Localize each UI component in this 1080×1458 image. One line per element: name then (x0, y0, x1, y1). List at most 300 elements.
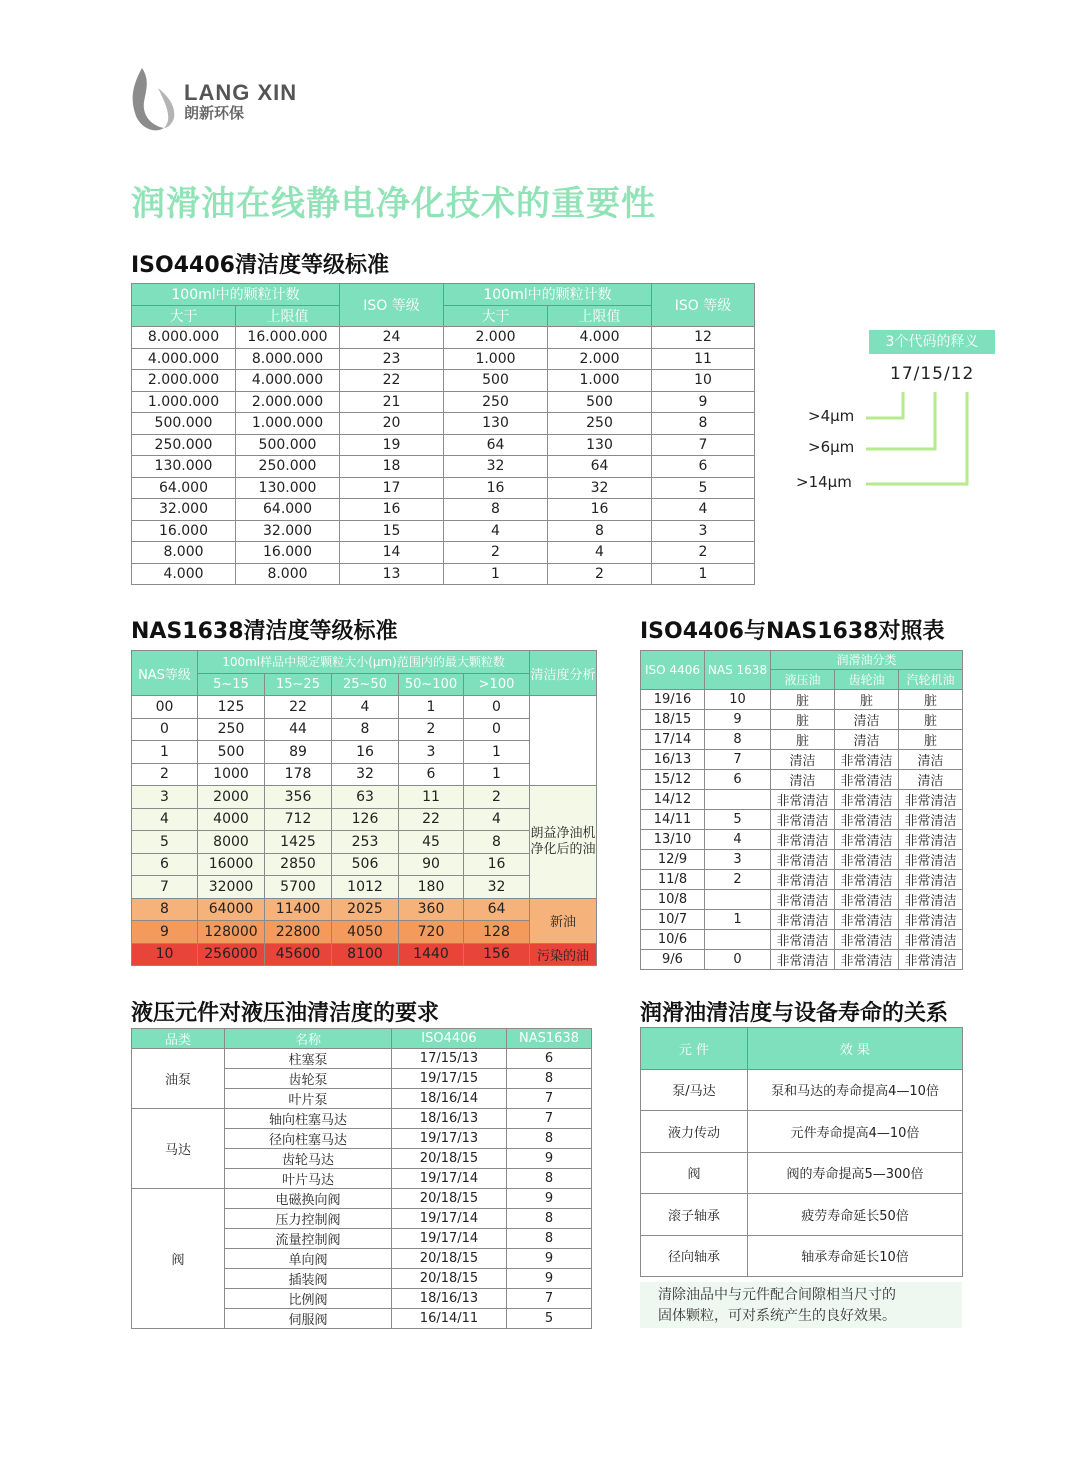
table-cell: 4 (464, 808, 530, 831)
table-cell: 1 (652, 563, 755, 585)
table-cell: 阀的寿命提高5—300倍 (748, 1152, 963, 1194)
table-cell: 10/7 (641, 909, 705, 929)
table-cell: 非常清洁 (899, 949, 963, 969)
table-cell: 19/17/13 (392, 1129, 507, 1149)
table-row (132, 831, 597, 854)
cmp-group-header: 润滑油分类 (771, 651, 963, 670)
table-cell: 4 (548, 542, 652, 564)
table-cell: 6 (507, 1049, 592, 1069)
table-row (132, 520, 755, 542)
table-cell: 非常清洁 (899, 889, 963, 909)
table-cell: 3 (399, 741, 464, 764)
table-cell: 13/10 (641, 829, 705, 849)
table-cell: 19/17/14 (392, 1209, 507, 1229)
table-row (641, 849, 963, 869)
table-cell: 非常清洁 (835, 829, 899, 849)
iso-col-upper-2: 上限值 (548, 305, 652, 327)
table-row (132, 786, 597, 809)
table-cell: 63 (332, 786, 399, 809)
table-cell: 16.000.000 (236, 327, 340, 349)
table-cell: 130.000 (132, 456, 236, 478)
table-cell: 4.000.000 (132, 348, 236, 370)
table-cell: 非常清洁 (771, 829, 835, 849)
nas-range: 15~25 (265, 673, 332, 696)
table-cell: 清洁 (899, 749, 963, 769)
table-cell: 柱塞泵 (225, 1049, 392, 1069)
table-cell: 6 (705, 769, 771, 789)
table-cell: 5 (652, 477, 755, 499)
table-cell: 7 (507, 1109, 592, 1129)
table-cell: 1.000 (444, 348, 548, 370)
table-cell: 1 (705, 909, 771, 929)
table-cell: 2025 (332, 898, 399, 921)
table-cell: 18/16/14 (392, 1089, 507, 1109)
table-row (641, 1152, 963, 1194)
table-cell: 4.000.000 (236, 370, 340, 392)
table-cell: 64000 (198, 898, 265, 921)
table-row (641, 1235, 963, 1277)
table-cell: 15 (340, 520, 444, 542)
table-cell: 元件寿命提高4—10倍 (748, 1111, 963, 1153)
table-cell: 2.000.000 (132, 370, 236, 392)
table-row (132, 370, 755, 392)
table-cell: 13 (340, 563, 444, 585)
table-cell: 2 (399, 718, 464, 741)
table-cell: 178 (265, 763, 332, 786)
table-cell: 5 (705, 809, 771, 829)
table-row (132, 943, 597, 966)
table-cell: 2 (464, 786, 530, 809)
table-cell: 0 (464, 718, 530, 741)
table-cell: 2.000.000 (236, 391, 340, 413)
table-row (641, 929, 963, 949)
hyd-header: NAS1638 (507, 1029, 592, 1049)
table-cell: 7 (652, 434, 755, 456)
table-cell: 非常清洁 (835, 869, 899, 889)
table-cell: 720 (399, 921, 464, 944)
table-cell: 5 (507, 1309, 592, 1329)
iso-col-more: 大于 (132, 305, 236, 327)
table-cell: 非常清洁 (771, 869, 835, 889)
table-cell: 250.000 (236, 456, 340, 478)
table-cell: 非常清洁 (835, 809, 899, 829)
analysis-cell: 新油 (530, 898, 597, 943)
table-cell: 非常清洁 (835, 789, 899, 809)
table-cell: 8 (507, 1169, 592, 1189)
table-cell: 4 (652, 499, 755, 521)
table-cell: 8 (332, 718, 399, 741)
table-cell: 非常清洁 (899, 929, 963, 949)
table-cell: 1 (132, 741, 198, 764)
table-cell: 21 (340, 391, 444, 413)
table-cell: 10/8 (641, 889, 705, 909)
table-row (641, 869, 963, 889)
table-cell: 1 (464, 763, 530, 786)
table-cell: 11 (652, 348, 755, 370)
cmp-iso-header: ISO 4406 (641, 651, 705, 690)
table-cell: 阀 (641, 1152, 748, 1194)
table-cell: 3 (652, 520, 755, 542)
table-cell: 125 (198, 696, 265, 719)
table-cell: 2 (548, 563, 652, 585)
table-cell: 脏 (771, 729, 835, 749)
table-cell: 8 (507, 1129, 592, 1149)
table-cell: 1.000.000 (236, 413, 340, 435)
cmp-cat: 液压油 (771, 670, 835, 689)
table-cell: 16 (332, 741, 399, 764)
table-cell: 22 (340, 370, 444, 392)
table-cell: 9 (507, 1149, 592, 1169)
table-cell: 脏 (771, 709, 835, 729)
table-cell: 8 (132, 898, 198, 921)
table-cell: 非常清洁 (899, 829, 963, 849)
table-cell: 2.000 (444, 327, 548, 349)
table-cell: 16.000 (236, 542, 340, 564)
iso-table (131, 283, 755, 585)
table-cell: 泵/马达 (641, 1069, 748, 1111)
table-cell (705, 889, 771, 909)
table-cell: 10/6 (641, 929, 705, 949)
table-cell: 1 (444, 563, 548, 585)
table-cell: 130 (444, 413, 548, 435)
iso-group-header-2: 100ml中的颗粒计数 (444, 284, 652, 306)
table-row (132, 434, 755, 456)
table-cell: 叶片泵 (225, 1089, 392, 1109)
table-row (132, 327, 755, 349)
table-cell: 18 (340, 456, 444, 478)
logo-name: LANG XIN (184, 80, 298, 105)
table-cell: 径向轴承 (641, 1235, 748, 1277)
table-row (641, 949, 963, 969)
table-cell: 非常清洁 (835, 929, 899, 949)
table-cell: 非常清洁 (771, 949, 835, 969)
table-cell: 12 (652, 327, 755, 349)
table-cell: 1.000.000 (132, 391, 236, 413)
table-cell: 500 (198, 741, 265, 764)
table-cell: 电磁换向阀 (225, 1189, 392, 1209)
table-cell: 非常清洁 (771, 789, 835, 809)
table-cell: 32 (444, 456, 548, 478)
table-cell: 非常清洁 (771, 929, 835, 949)
table-cell: 0 (132, 718, 198, 741)
table-cell: 126 (332, 808, 399, 831)
table-cell: 4 (705, 829, 771, 849)
table-row (132, 763, 597, 786)
table-cell: 8 (652, 413, 755, 435)
table-cell: 17/15/13 (392, 1049, 507, 1069)
table-cell: 16/13 (641, 749, 705, 769)
table-cell: 1 (399, 696, 464, 719)
table-cell: 44 (265, 718, 332, 741)
table-cell: 6 (132, 853, 198, 876)
table-cell: 9 (705, 709, 771, 729)
table-cell: 8100 (332, 943, 399, 966)
nas-range: 25~50 (332, 673, 399, 696)
table-cell: 11400 (265, 898, 332, 921)
hyd-header: ISO4406 (392, 1029, 507, 1049)
table-cell: 11 (399, 786, 464, 809)
code-label-6: >6μm (808, 438, 855, 456)
table-cell: 500.000 (236, 434, 340, 456)
table-cell: 130.000 (236, 477, 340, 499)
table-cell: 6 (399, 763, 464, 786)
page-title: 润滑油在线静电净化技术的重要性 (131, 184, 656, 224)
table-cell: 5 (132, 831, 198, 854)
table-cell: 250.000 (132, 434, 236, 456)
table-cell: 脏 (899, 689, 963, 709)
table-cell: 17/14 (641, 729, 705, 749)
code-label-14: >14μm (796, 473, 852, 491)
table-cell: 64 (444, 434, 548, 456)
table-cell: 15/12 (641, 769, 705, 789)
table-cell: 3 (705, 849, 771, 869)
table-cell: 流量控制阀 (225, 1229, 392, 1249)
code-badge: 3个代码的释义 (869, 330, 995, 354)
table-cell: 16 (340, 499, 444, 521)
table-cell: 非常清洁 (771, 809, 835, 829)
table-cell: 齿轮马达 (225, 1149, 392, 1169)
table-cell: 9 (507, 1249, 592, 1269)
table-cell: 24 (340, 327, 444, 349)
table-cell: 128000 (198, 921, 265, 944)
table-cell: 伺服阀 (225, 1309, 392, 1329)
table-cell: 0 (705, 949, 771, 969)
table-cell: 11/8 (641, 869, 705, 889)
table-cell: 64 (548, 456, 652, 478)
table-cell: 2 (652, 542, 755, 564)
table-cell: 叶片马达 (225, 1169, 392, 1189)
table-cell: 8.000.000 (236, 348, 340, 370)
table-cell (705, 929, 771, 949)
iso-col-more-2: 大于 (444, 305, 548, 327)
table-cell: 1000 (198, 763, 265, 786)
table-cell: 非常清洁 (835, 769, 899, 789)
table-cell: 非常清洁 (771, 889, 835, 909)
table-cell: 250 (444, 391, 548, 413)
table-cell (705, 789, 771, 809)
table-cell: 轴向柱塞马达 (225, 1109, 392, 1129)
nas-analysis-header: 清洁度分析 (530, 651, 597, 696)
table-cell: 250 (548, 413, 652, 435)
nas-title: NAS1638清洁度等级标准 (131, 619, 398, 644)
table-row (132, 391, 755, 413)
table-cell: 7 (507, 1289, 592, 1309)
nas-range: 5~15 (198, 673, 265, 696)
table-cell: 9 (507, 1189, 592, 1209)
table-cell: 泵和马达的寿命提高4—10倍 (748, 1069, 963, 1111)
table-cell: 8000 (198, 831, 265, 854)
analysis-cell: 污染的油 (530, 943, 597, 966)
table-row (132, 499, 755, 521)
table-cell: 2850 (265, 853, 332, 876)
table-cell: 250 (198, 718, 265, 741)
table-row (132, 1109, 592, 1129)
table-cell: 16/14/11 (392, 1309, 507, 1329)
table-cell: 齿轮泵 (225, 1069, 392, 1089)
life-note (640, 1282, 962, 1328)
table-cell: 23 (340, 348, 444, 370)
table-cell: 8 (507, 1229, 592, 1249)
table-cell: 64.000 (236, 499, 340, 521)
table-cell: 16 (464, 853, 530, 876)
cmp-cat: 齿轮油 (835, 670, 899, 689)
analysis-cell: 朗益净油机净化后的油 (530, 786, 597, 899)
table-cell: 非常清洁 (899, 909, 963, 929)
table-row (132, 1189, 592, 1209)
table-cell: 疲劳寿命延长50倍 (748, 1194, 963, 1236)
table-row (132, 853, 597, 876)
table-cell: 8.000.000 (132, 327, 236, 349)
table-cell: 清洁 (771, 769, 835, 789)
table-cell: 32 (332, 763, 399, 786)
table-row (641, 769, 963, 789)
table-cell: 非常清洁 (899, 789, 963, 809)
category-cell: 马达 (132, 1109, 225, 1189)
life-table (640, 1027, 963, 1277)
life-title: 润滑油清洁度与设备寿命的关系 (640, 1001, 949, 1026)
category-cell: 油泵 (132, 1049, 225, 1109)
table-cell: 4000 (198, 808, 265, 831)
table-cell: 256000 (198, 943, 265, 966)
table-cell: 14/11 (641, 809, 705, 829)
table-cell: 单向阀 (225, 1249, 392, 1269)
table-row (641, 729, 963, 749)
cmp-table (640, 650, 963, 970)
table-cell: 22 (265, 696, 332, 719)
table-cell: 5700 (265, 876, 332, 899)
nas-group-header: 100ml样品中规定颗粒大小(μm)范围内的最大颗粒数 (198, 651, 530, 674)
analysis-blank (530, 696, 597, 786)
table-cell: 20/18/15 (392, 1269, 507, 1289)
hyd-header: 品类 (132, 1029, 225, 1049)
table-cell: 清洁 (835, 729, 899, 749)
table-row (132, 808, 597, 831)
table-cell: 非常清洁 (835, 889, 899, 909)
hyd-table (131, 1028, 592, 1329)
table-cell: 非常清洁 (899, 809, 963, 829)
table-cell: 32.000 (236, 520, 340, 542)
table-cell: 滚子轴承 (641, 1194, 748, 1236)
table-row (641, 789, 963, 809)
table-cell: 非常清洁 (835, 749, 899, 769)
hyd-title: 液压元件对液压油清洁度的要求 (131, 1001, 440, 1026)
life-header: 效 果 (748, 1028, 963, 1070)
table-cell: 130 (548, 434, 652, 456)
table-row (132, 456, 755, 478)
table-cell: 1 (464, 741, 530, 764)
table-cell: 0 (464, 696, 530, 719)
table-cell: 2.000 (548, 348, 652, 370)
table-cell: 2 (705, 869, 771, 889)
nas-range: >100 (464, 673, 530, 696)
table-cell: 7 (705, 749, 771, 769)
table-cell: 712 (265, 808, 332, 831)
logo (128, 66, 328, 136)
table-cell: 10 (132, 943, 198, 966)
table-cell: 清洁 (835, 709, 899, 729)
category-cell: 阀 (132, 1189, 225, 1329)
table-cell: 19/17/14 (392, 1229, 507, 1249)
cmp-title: ISO4406与NAS1638对照表 (640, 619, 945, 644)
iso-group-header: 100ml中的颗粒计数 (132, 284, 340, 306)
table-cell: 16.000 (132, 520, 236, 542)
table-cell: 非常清洁 (835, 949, 899, 969)
table-cell: 180 (399, 876, 464, 899)
iso-grade-header-2: ISO 等级 (652, 284, 755, 327)
logo-drop-icon (128, 66, 180, 134)
table-row (132, 876, 597, 899)
code-label-4: >4μm (808, 407, 855, 425)
table-cell: 8 (548, 520, 652, 542)
table-cell: 22800 (265, 921, 332, 944)
table-cell: 16 (444, 477, 548, 499)
table-cell: 20/18/15 (392, 1249, 507, 1269)
table-cell: 500 (444, 370, 548, 392)
table-cell: 8.000 (236, 563, 340, 585)
table-cell: 8.000 (132, 542, 236, 564)
table-cell: 3 (132, 786, 198, 809)
nas-table (131, 650, 597, 966)
table-cell: 500 (548, 391, 652, 413)
table-cell: 18/16/13 (392, 1289, 507, 1309)
table-cell: 90 (399, 853, 464, 876)
table-row (641, 1069, 963, 1111)
nas-grade-header: NAS等级 (132, 651, 198, 696)
table-cell: 22 (399, 808, 464, 831)
table-row (132, 542, 755, 564)
table-cell: 128 (464, 921, 530, 944)
cmp-nas-header: NAS 1638 (705, 651, 771, 690)
table-cell: 8 (507, 1209, 592, 1229)
table-cell: 32 (548, 477, 652, 499)
table-cell: 18/15 (641, 709, 705, 729)
table-cell: 2000 (198, 786, 265, 809)
table-row (641, 829, 963, 849)
table-cell: 506 (332, 853, 399, 876)
table-row (641, 809, 963, 829)
table-cell: 8 (507, 1069, 592, 1089)
table-cell: 非常清洁 (899, 869, 963, 889)
table-row (132, 696, 597, 719)
table-cell: 64.000 (132, 477, 236, 499)
table-cell: 20/18/15 (392, 1149, 507, 1169)
table-cell: 89 (265, 741, 332, 764)
table-cell: 8 (705, 729, 771, 749)
table-cell: 9 (652, 391, 755, 413)
table-row (641, 689, 963, 709)
table-cell: 脏 (899, 709, 963, 729)
table-cell: 7 (132, 876, 198, 899)
table-cell: 14/12 (641, 789, 705, 809)
table-row (132, 348, 755, 370)
table-cell: 14 (340, 542, 444, 564)
table-cell: 45600 (265, 943, 332, 966)
table-row (641, 1111, 963, 1153)
table-cell: 17 (340, 477, 444, 499)
table-cell: 9 (507, 1269, 592, 1289)
logo-name-cn: 朗新环保 (184, 104, 245, 122)
table-cell: 19 (340, 434, 444, 456)
table-row (641, 749, 963, 769)
table-cell: 7 (507, 1089, 592, 1109)
table-row (641, 1194, 963, 1236)
table-cell: 液力传动 (641, 1111, 748, 1153)
table-cell: 压力控制阀 (225, 1209, 392, 1229)
table-cell: 9 (132, 921, 198, 944)
table-cell: 12/9 (641, 849, 705, 869)
table-cell: 比例阀 (225, 1289, 392, 1309)
iso-grade-header: ISO 等级 (340, 284, 444, 327)
